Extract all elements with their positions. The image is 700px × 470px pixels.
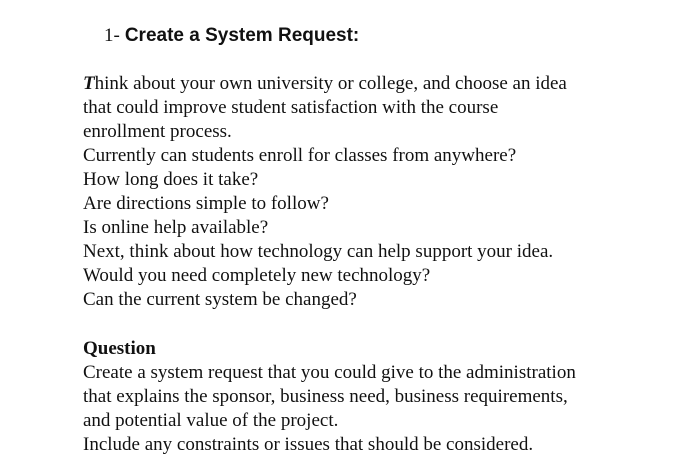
intro-line: Currently can students enroll for classes from anywhere? <box>83 145 517 166</box>
section-number: 1- <box>104 25 120 46</box>
question-heading: Question <box>83 338 156 359</box>
question-paragraph <box>83 337 663 457</box>
intro-line <box>83 72 643 96</box>
question-line: Include any constraints or issues that should be considered. <box>83 434 534 455</box>
question-line: and potential value of the project. <box>83 410 339 431</box>
intro-line: enrollment process. <box>83 121 232 142</box>
intro-line: Is online help available? <box>83 217 269 238</box>
intro-line: Next, think about how technology can help support your idea. <box>83 241 554 262</box>
intro-line: Are directions simple to follow? <box>83 193 329 214</box>
intro-paragraph <box>83 72 643 312</box>
section-heading <box>104 22 359 49</box>
intro-first-letter: T <box>83 73 95 94</box>
question-line: Create a system request that you could give to the administration <box>83 362 576 383</box>
intro-line-text: hink about your own university or college, and choose an idea <box>94 73 567 94</box>
question-line: that explains the sponsor, business need, business requirements, <box>83 386 568 407</box>
section-title: Create a System Request: <box>124 25 360 46</box>
intro-line: Can the current system be changed? <box>83 289 357 310</box>
intro-line: How long does it take? <box>83 169 259 190</box>
intro-line: that could improve student satisfaction with the course <box>83 97 499 118</box>
intro-line: Would you need completely new technology? <box>83 265 431 286</box>
